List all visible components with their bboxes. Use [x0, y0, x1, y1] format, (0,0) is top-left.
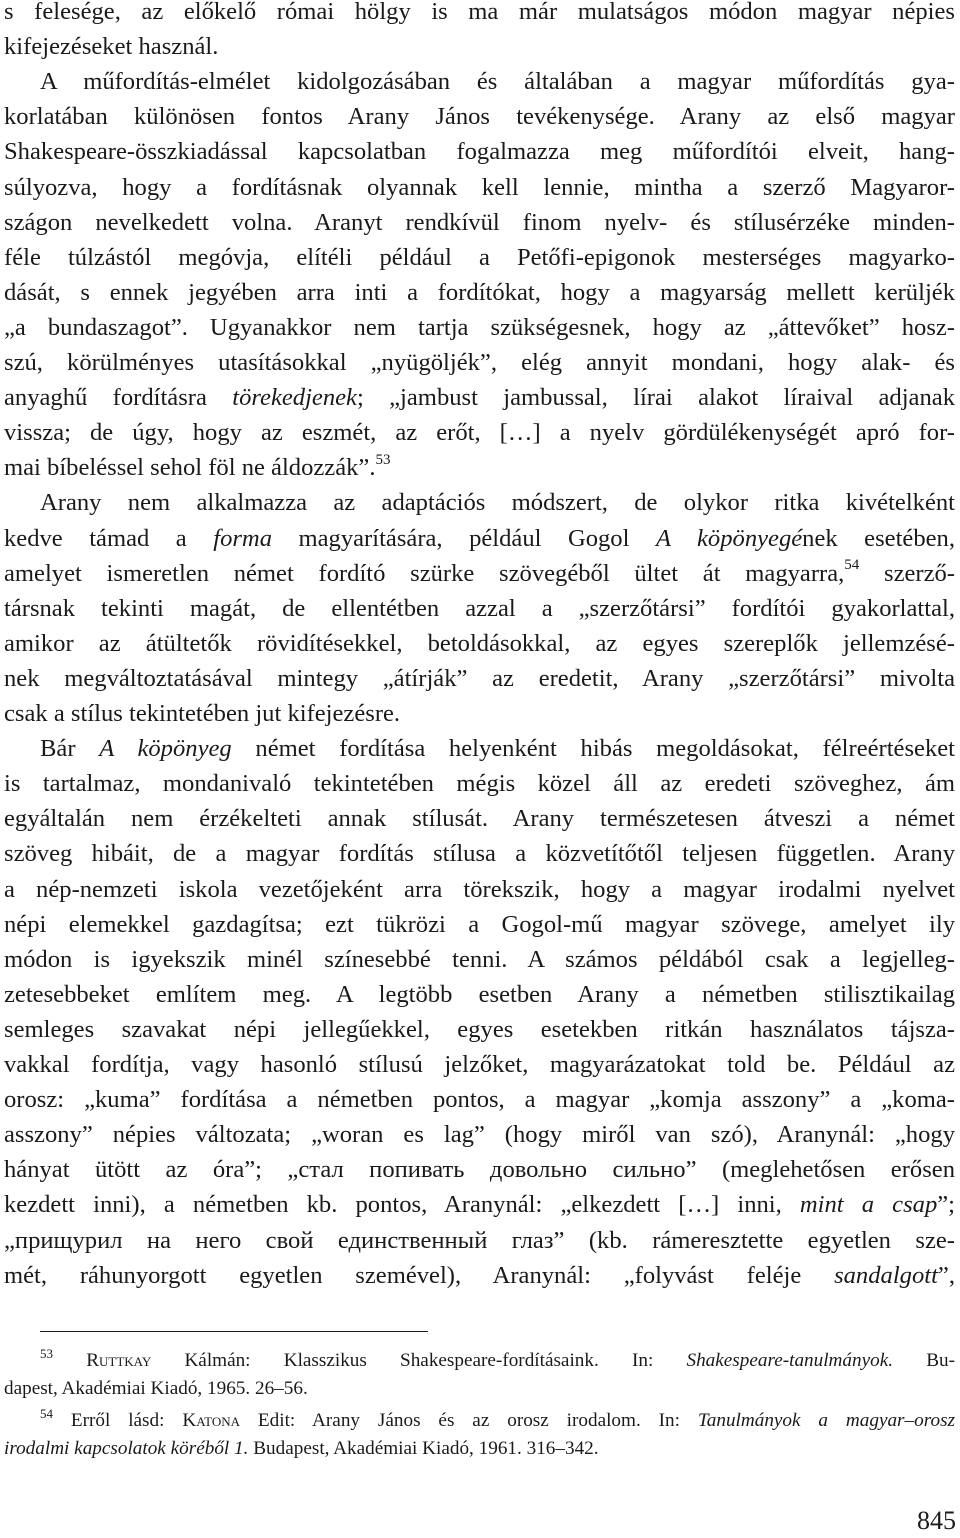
- text-run: hányat ütött az óra”; „стал попивать довольно сильно” (meglehetősen erősen: [4, 1156, 955, 1184]
- text-run: semleges szavakat népi jellegűekkel, egyes esetekben ritkán használatos tájsza-: [4, 1015, 955, 1043]
- text-run: módon is igyekszik minél színesebbé tenni. A számos példából csak a legjelleg-: [4, 945, 955, 973]
- text-run: magyarítására, például Gogol: [272, 524, 656, 552]
- body-line: [4, 0, 955, 30]
- footnote-ref: 53: [40, 1345, 53, 1361]
- text-run: szú, körülményes utasításokkal „nyügöljék”, elég annyit mondani, hogy alak- és: [4, 349, 955, 376]
- text-run: nek esetében,: [802, 524, 955, 552]
- body-line: [4, 907, 955, 943]
- body-line: [4, 1223, 955, 1259]
- text-run: társnak tekinti magát, de ellentétben azzal a „szerzőtársi” fordítói gyakorlattal,: [4, 594, 955, 622]
- footnote-line: [4, 1435, 955, 1463]
- text-run: mét, ráhunyorgott egyetlen szemével), Aranynál: „folyvást feléje: [4, 1261, 835, 1289]
- text-run: zetesebbeket említem meg. A legtöbb esetben Arany a németben stilisztikailag: [4, 980, 955, 1008]
- body-line: [4, 626, 955, 662]
- body-line: [4, 380, 955, 416]
- body-line: [4, 766, 955, 802]
- body-line: [4, 170, 955, 206]
- footnote-ref: 54: [844, 557, 860, 574]
- body-line: [4, 29, 955, 65]
- page-number: 845: [917, 1506, 956, 1535]
- text-run: a nép-nemzeti iskola vezetőjeként arra törekszik, hogy a magyar irodalmi nyelvet: [4, 875, 955, 903]
- italic-text: A köpönyeg: [99, 735, 232, 763]
- body-line: [4, 1258, 955, 1294]
- body-line: [4, 345, 955, 381]
- body-line: [4, 977, 955, 1013]
- body-line: [4, 1082, 955, 1118]
- text-run: korlatában különösen fontos Arany János tevékenysége. Arany az első magyar: [4, 103, 955, 131]
- text-run: s felesége, az előkelő római hölgy is ma már mulatságos módon magyar népies: [4, 0, 955, 25]
- footnote-line: [4, 1347, 955, 1375]
- text-run: kifejezéseket használ.: [4, 33, 219, 61]
- text-run: vissza; de úgy, hogy az eszmét, az erőt, […] a nyelv gördülékenységét apró for-: [4, 419, 955, 447]
- body-line: [4, 1152, 955, 1188]
- text-run: súlyozva, hogy a fordításnak olyannak kell lennie, mintha a szerző Magyaror-: [4, 173, 955, 201]
- text-run: Budapest, Akadémiai Kiadó, 1961. 316–342.: [248, 1438, 599, 1459]
- body-line: [4, 1012, 955, 1048]
- text-run: szágon nevelkedett volna. Aranyt rendkívül finom nyelv- és stílusérzéke minden-: [4, 208, 955, 236]
- footnote-ref: 54: [40, 1405, 53, 1421]
- body-line: [4, 731, 955, 767]
- body-line: [4, 134, 955, 170]
- footnote-ref: 53: [375, 452, 391, 469]
- text-run: Bu-: [893, 1350, 956, 1371]
- body-line: [4, 696, 955, 732]
- body-line: [4, 275, 955, 311]
- italic-text: forma: [213, 524, 272, 552]
- text-run: „a bundaszagot”. Ugyanakkor nem tartja szükségesnek, hogy az „áttevőket” hosz-: [4, 313, 955, 341]
- body-line: [4, 591, 955, 627]
- body-line: [4, 485, 955, 521]
- italic-text: Shakespeare-tanulmányok.: [686, 1350, 894, 1371]
- body-line: [4, 99, 955, 135]
- body-line: [4, 661, 955, 697]
- body-line: [4, 1047, 955, 1083]
- text-run: [53, 1350, 86, 1371]
- body-line: [4, 836, 955, 872]
- body-line: [4, 450, 955, 486]
- text-run: is tartalmaz, mondanivaló tekintetében mégis közel áll az eredeti szöveghez, ám: [4, 770, 955, 798]
- text-run: Erről lásd:: [53, 1410, 183, 1431]
- body-line: [4, 415, 955, 451]
- text-run: amikor az átültetők rövidítésekkel, betoldásokkal, az egyes szereplők jellemzésé-: [4, 629, 955, 657]
- body-line: [4, 556, 955, 592]
- italic-text: A köpönyegé: [655, 524, 803, 552]
- text-run: nek megváltoztatásával mintegy „átírják” az eredetit, Arany „szerzőtársi” mivolta: [4, 664, 955, 692]
- body-line: [4, 1187, 955, 1223]
- italic-text: Tanulmányok a magyar–orosz: [697, 1410, 955, 1431]
- body-line: [4, 64, 955, 100]
- text-run: dapest, Akadémiai Kiadó, 1965. 26–56.: [4, 1378, 308, 1399]
- text-run: anyaghű fordításra: [4, 384, 233, 412]
- body-line: [4, 240, 955, 276]
- text-run: „прищурил на него свой единственный глаз” (kb. rámeresztette egyetlen sze-: [4, 1226, 955, 1254]
- italic-text: sandalgott: [834, 1261, 938, 1289]
- text-run: Ruttkay: [86, 1350, 152, 1371]
- text-run: féle túlzástól megóvja, elítéli például a Petőfi-epigonok mesterséges magyarko-: [4, 243, 955, 271]
- body-line: [4, 310, 955, 346]
- text-run: kedve támad a: [4, 524, 214, 552]
- italic-text: törekedjenek: [232, 384, 357, 412]
- body-line: [4, 521, 955, 557]
- body-line: [4, 872, 955, 908]
- body-line: [4, 801, 955, 837]
- italic-text: mint a csap: [799, 1191, 938, 1219]
- text-run: ”;: [937, 1191, 955, 1219]
- text-run: szerző-: [859, 559, 955, 587]
- text-run: asszony” népies változata; „woran es lag” (hogy miről van szó), Aranynál: „hogy: [4, 1121, 955, 1149]
- text-run: A műfordítás-elmélet kidolgozásában és általában a magyar műfordítás gya-: [40, 68, 955, 96]
- text-run: Kálmán: Klasszikus Shakespeare-fordításaink. In:: [151, 1350, 687, 1371]
- text-run: Edit: Arany János és az orosz irodalom. In:: [240, 1410, 698, 1431]
- body-line: [4, 205, 955, 241]
- text-run: kezdett inni), a németben kb. pontos, Aranynál: „elkezdett […] inni,: [4, 1191, 800, 1219]
- footnote-line: [4, 1407, 955, 1435]
- text-run: ; „jambust jambussal, lírai alakot líraival adjanak: [356, 384, 955, 412]
- body-line: [4, 1117, 955, 1153]
- text-run: dását, s ennek jegyében arra inti a fordítókat, hogy a magyarság mellett kerüljék: [4, 278, 955, 306]
- text-run: Katona: [182, 1410, 241, 1431]
- text-run: szöveg hibáit, de a magyar fordítás stílusa a közvetítőtől teljesen független. Arany: [4, 840, 955, 868]
- body-line: [4, 942, 955, 978]
- footnote-separator: [40, 1331, 428, 1332]
- text-run: népi elemekkel gazdagítsa; ezt tükrözi a Gogol-mű magyar szövege, amelyet ily: [4, 910, 955, 938]
- text-run: ”,: [937, 1261, 955, 1289]
- text-run: csak a stílus tekintetében jut kifejezésre.: [4, 700, 401, 727]
- text-run: Bár: [40, 735, 100, 763]
- text-run: orosz: „kuma” fordítása a németben pontos, a magyar „komja asszony” a „koma-: [4, 1086, 955, 1114]
- text-run: amelyet ismeretlen német fordító szürke szövegéből ültet át magyarra,: [4, 559, 845, 587]
- text-run: német fordítása helyenként hibás megoldásokat, félreértéseket: [231, 735, 955, 763]
- text-run: egyáltalán nem érzékelteti annak stílusát. Arany természetesen átveszi a német: [4, 805, 955, 833]
- italic-text: irodalmi kapcsolatok köréből 1.: [4, 1438, 249, 1459]
- text-run: Shakespeare-összkiadással kapcsolatban fogalmazza meg műfordítói elveit, hang-: [4, 138, 955, 166]
- text-run: vakkal fordítja, vagy hasonló stílusú jelzőket, magyarázatokat told be. Például az: [4, 1051, 955, 1078]
- text-run: Arany nem alkalmazza az adaptációs módszert, de olykor ritka kivételként: [40, 489, 955, 517]
- text-run: mai bíbeléssel sehol föl ne áldozzák”.: [4, 454, 376, 482]
- footnote-line: [4, 1375, 955, 1403]
